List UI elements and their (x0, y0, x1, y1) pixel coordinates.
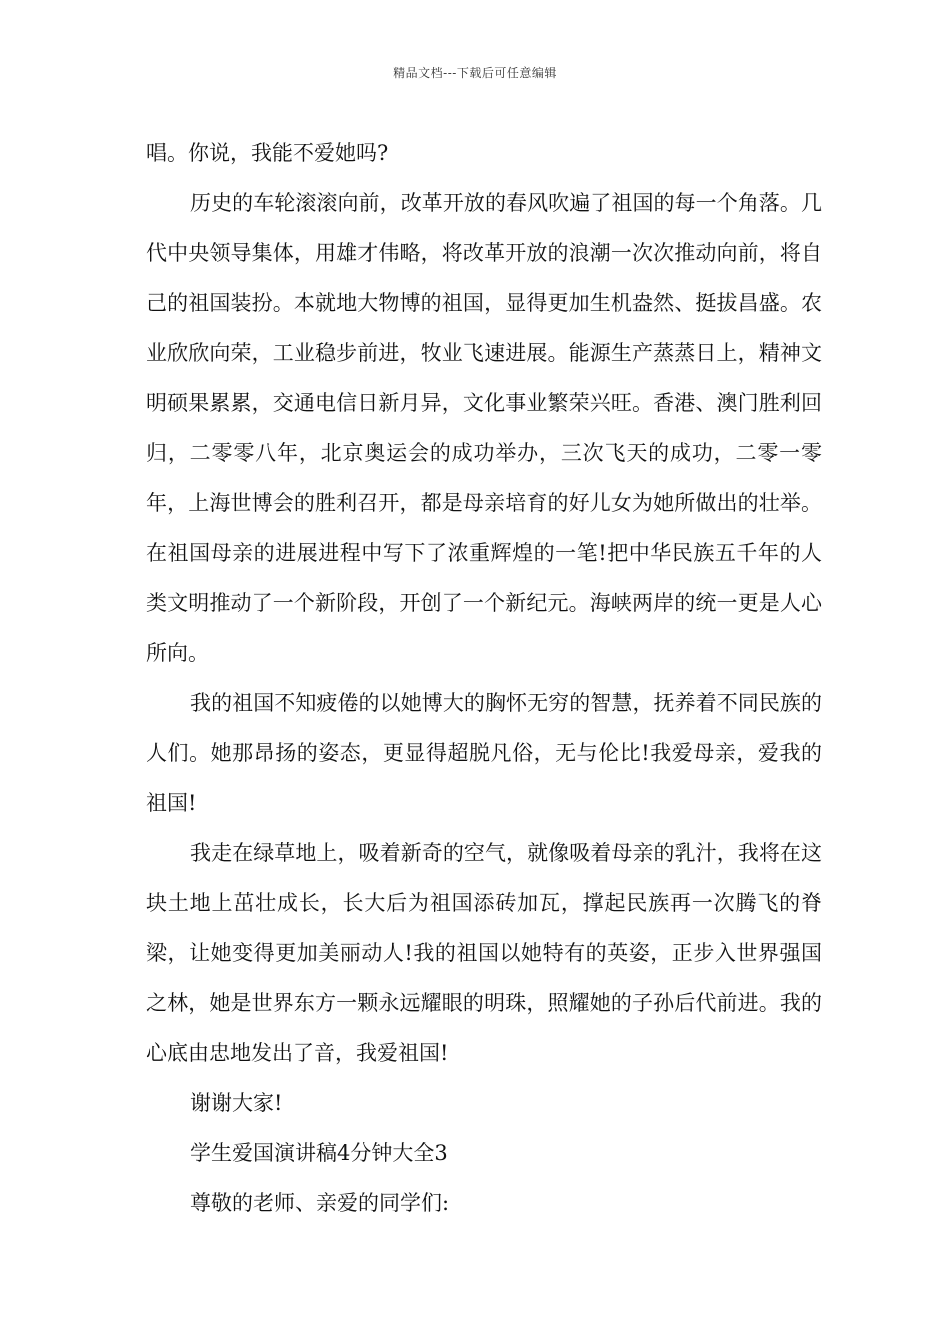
section-title: 学生爱国演讲稿4分钟大全3 (190, 1141, 448, 1165)
page-header: 精品文档---下载后可任意编辑 (393, 66, 557, 80)
paragraph-2: 历史的车轮滚滚向前，改革开放的春风吹遍了祖国的每一个角落。几代中央领导集体，用雄才伟略，将改革开放的浪潮一次次推动向前，将自己的祖国装扮。本就地大物博的祖国，显得更加生机盎然、挺拔昌盛。农业欣欣向荣，工业稳步前进，牧业飞速进展。能源生产蒸蒸日上，精神文明硕果累累，交通电信日新月异，文化事业繁荣兴旺。香港、澳门胜利回归，二零零八年，北京奥运会的成功举办，三次飞天的成功，二零一零年，上海世博会的胜利召开，都是母亲培育的好儿女为她所做出的壮举。在祖国母亲的进展进程中写下了浓重辉煌的一笔!把中华民族五千年的人类文明推动了一个新阶段，开创了一个新纪元。海峡两岸的统一更是人心所向。 (146, 191, 822, 665)
paragraph-4: 我走在绿草地上，吸着新奇的空气，就像吸着母亲的乳汁，我将在这块土地上茁壮成长，长大后为祖国添砖加瓦，撑起民族再一次腾飞的脊梁，让她变得更加美丽动人!我的祖国以她特有的英姿，正步入世界强国之林，她是世界东方一颗永远耀眼的明珠，照耀她的子孙后代前进。我的心底由忠地发出了音，我爱祖国! (146, 841, 822, 1065)
salutation: 尊敬的老师、亲爱的同学们: (190, 1191, 450, 1215)
paragraph-1: 唱。你说，我能不爱她吗? (146, 141, 389, 165)
document-body (146, 128, 822, 1228)
paragraph-5: 谢谢大家! (190, 1091, 283, 1115)
paragraph-3: 我的祖国不知疲倦的以她博大的胸怀无穷的智慧，抚养着不同民族的人们。她那昂扬的姿态，更显得超脱凡俗，无与伦比!我爱母亲，爱我的祖国! (146, 691, 822, 815)
